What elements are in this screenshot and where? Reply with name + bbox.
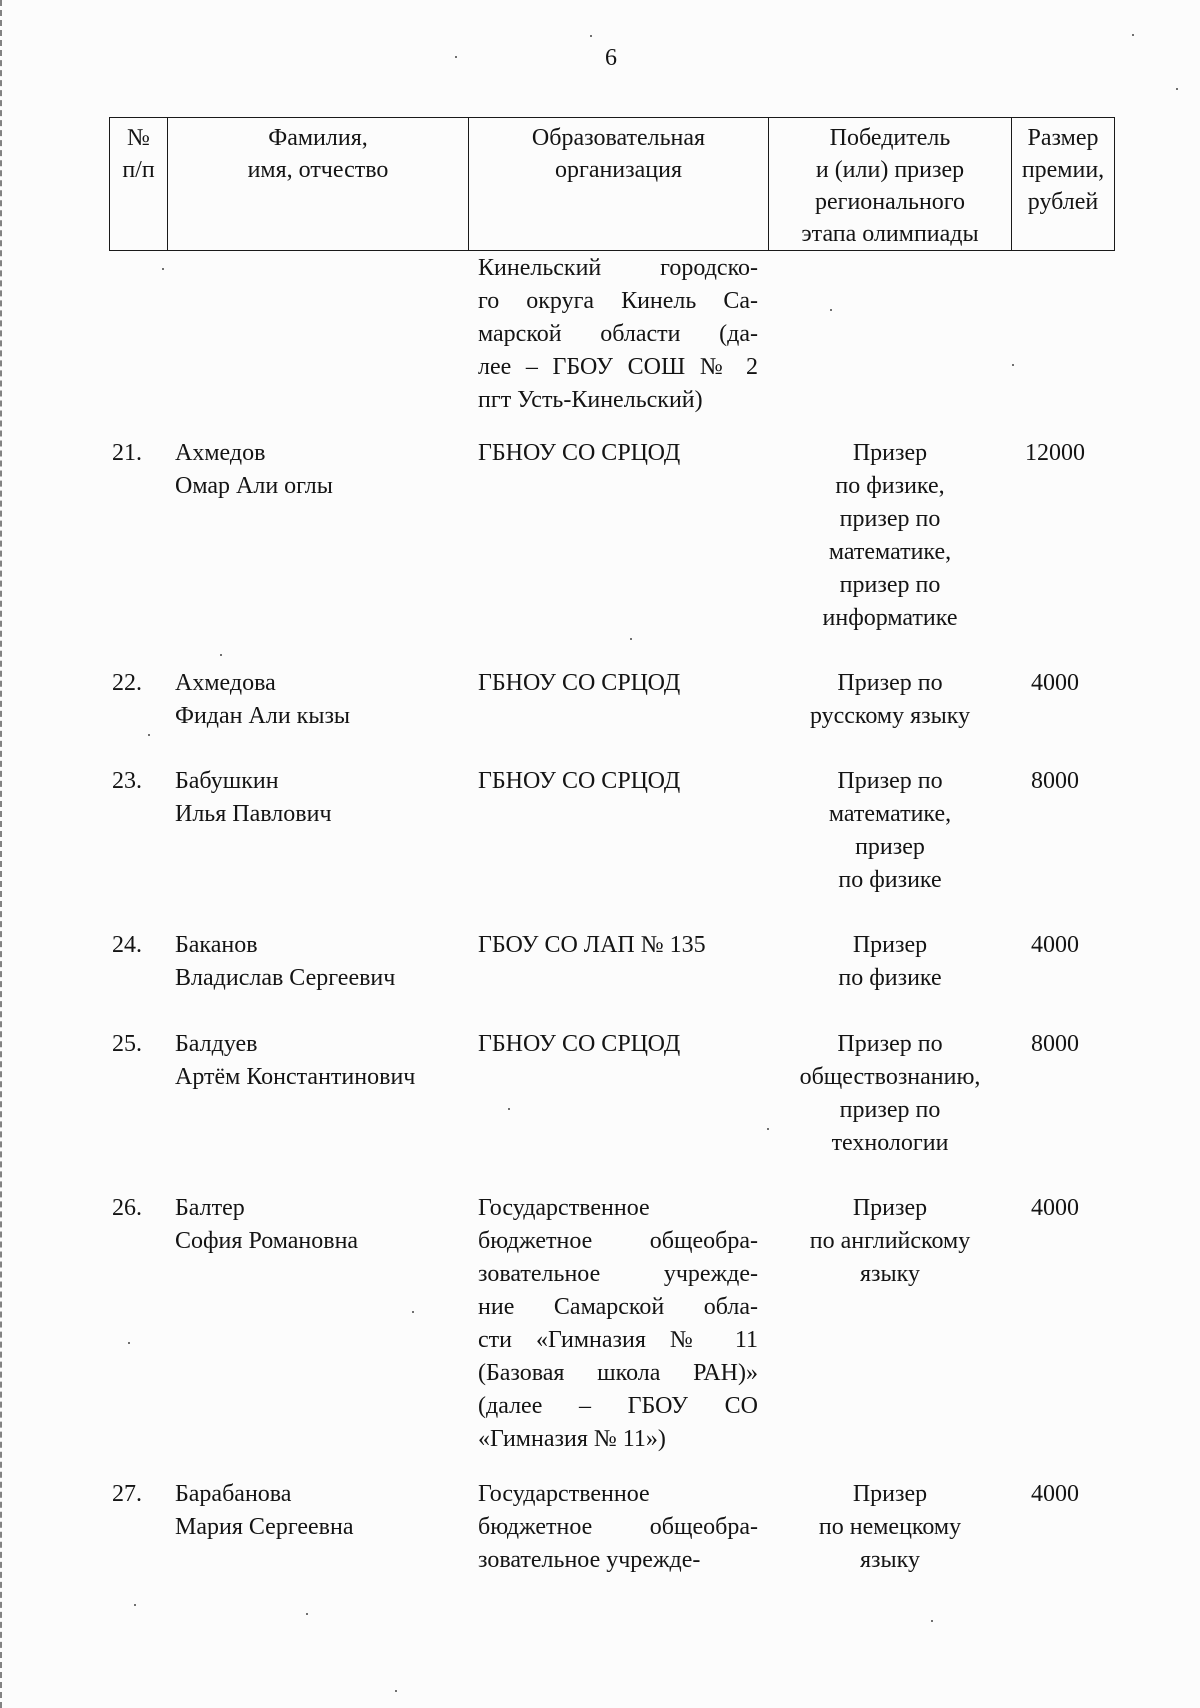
- header-prize: Победитель и (или) призер регионального этапа олимпиады: [769, 118, 1012, 251]
- row-number: 23.: [112, 768, 142, 794]
- full-name-cell: Баканов Владислав Сергеевич: [175, 932, 396, 991]
- scan-speck: [508, 1108, 510, 1110]
- prize-cell: Призер по физике: [838, 932, 942, 991]
- scan-speck: [767, 1128, 769, 1130]
- amount-cell: 4000: [1031, 1195, 1079, 1221]
- organization-cell: Кинельский городско- го округа Кинель Са- марской области (да- лее – ГБОУ СОШ № 2 пгт Усть-Кинельский): [478, 255, 758, 413]
- amount-cell: 8000: [1031, 768, 1079, 794]
- header-number: № п/п: [110, 118, 168, 251]
- organization-cell: Государственное бюджетное общеобра- зовательное учрежде- ние Самарской обла- сти «Гимназия № 11 (Базовая школа РАН)» (далее – ГБОУ СО «Гимназия № 11»): [478, 1195, 758, 1452]
- row-number: 24.: [112, 932, 142, 958]
- scan-speck: [128, 1342, 130, 1344]
- prize-cell: Призер по обществознанию, призер по технологии: [799, 1031, 981, 1156]
- scan-speck: [134, 1604, 136, 1606]
- row-number: 26.: [112, 1195, 142, 1221]
- amount-cell: 4000: [1031, 932, 1079, 958]
- header-organization: Образовательная организация: [469, 118, 769, 251]
- organization-cell: Государственное бюджетное общеобра- зовательное учрежде-: [478, 1481, 758, 1573]
- row-number: 27.: [112, 1481, 142, 1507]
- scan-speck: [148, 734, 150, 736]
- scan-speck: [1132, 34, 1134, 36]
- full-name-cell: Барабанова Мария Сергеевна: [175, 1481, 354, 1540]
- prize-cell: Призер по английскому языку: [809, 1195, 971, 1287]
- organization-cell: ГБОУ СО ЛАП № 135: [478, 932, 706, 958]
- scan-speck: [1012, 364, 1014, 366]
- scan-speck: [306, 1613, 308, 1615]
- row-number: 25.: [112, 1031, 142, 1057]
- header-row: [110, 118, 1115, 251]
- scan-speck: [162, 268, 164, 270]
- full-name-cell: Бабушкин Илья Павлович: [175, 768, 332, 827]
- header-name: Фамилия, имя, отчество: [168, 118, 469, 251]
- full-name-cell: Ахмедов Омар Али оглы: [175, 440, 333, 499]
- amount-cell: 8000: [1031, 1031, 1079, 1057]
- full-name-cell: Балтер София Романовна: [175, 1195, 359, 1254]
- amount-cell: 4000: [1031, 670, 1079, 696]
- scan-speck: [1176, 88, 1178, 90]
- prize-cell: Призер по физике, призер по математике, призер по информатике: [822, 440, 958, 631]
- scan-speck: [395, 1690, 397, 1692]
- prize-cell: Призер по русскому языку: [809, 670, 971, 729]
- organization-cell: ГБНОУ СО СРЦОД: [478, 670, 681, 696]
- organization-cell: ГБНОУ СО СРЦОД: [478, 1031, 681, 1057]
- prize-cell: Призер по математике, призер по физике: [828, 768, 952, 893]
- prize-cell: Призер по немецкому языку: [818, 1481, 962, 1573]
- amount-cell: 4000: [1031, 1481, 1079, 1507]
- scan-speck: [590, 35, 592, 37]
- table-header: [109, 117, 1115, 251]
- scan-speck: [455, 56, 457, 58]
- amount-cell: 12000: [1025, 440, 1085, 466]
- header-amount: Размер премии, рублей: [1012, 118, 1115, 251]
- scan-speck: [931, 1620, 933, 1622]
- organization-cell: ГБНОУ СО СРЦОД: [478, 440, 681, 466]
- full-name-cell: Ахмедова Фидан Али кызы: [175, 670, 351, 729]
- scan-speck: [830, 309, 832, 311]
- scan-speck: [630, 638, 632, 640]
- page-edge: [0, 0, 4, 1708]
- page-number: 6: [605, 45, 617, 71]
- scan-speck: [412, 1311, 414, 1313]
- scan-speck: [220, 654, 222, 656]
- organization-cell: ГБНОУ СО СРЦОД: [478, 768, 681, 794]
- full-name-cell: Балдуев Артём Константинович: [175, 1031, 416, 1090]
- row-number: 21.: [112, 440, 142, 466]
- row-number: 22.: [112, 670, 142, 696]
